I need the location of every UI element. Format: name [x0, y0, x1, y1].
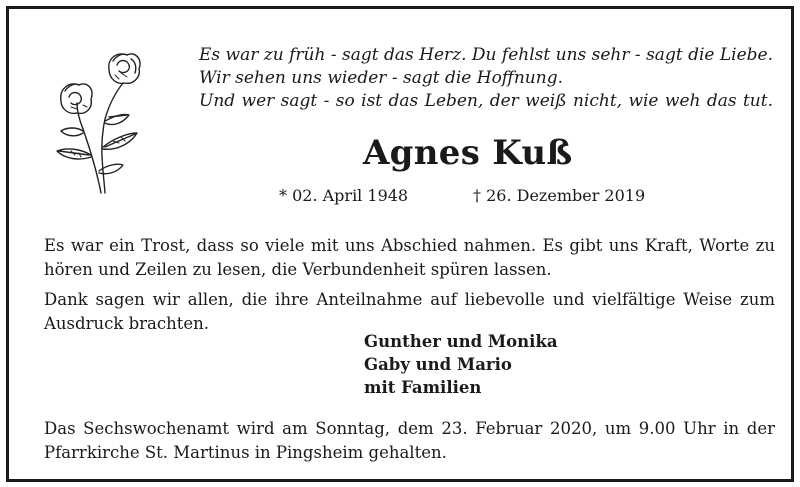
birth-date: * 02. April 1948 — [279, 186, 409, 205]
poem-line-2: Wir sehen uns wieder - sagt die Hoffnung. — [199, 68, 563, 88]
service-line-2: Pfarrkirche St. Martinus in Pingsheim gehalten. — [44, 443, 447, 462]
obituary-notice — [6, 6, 794, 482]
poem-line-1: Es war zu früh - sagt das Herz. Du fehlst uns sehr - sagt die Liebe. — [199, 45, 773, 65]
signer-line: mit Familien — [364, 378, 482, 397]
signer-line: Gunther und Monika — [364, 332, 558, 351]
thanks-p1-line-2: hören und Zeilen zu lesen, die Verbundenheit spüren lassen. — [44, 260, 552, 279]
thanks-p2-line-1: Dank sagen wir allen, die ihre Anteilnahme auf liebevolle und vielfältige Weise zum — [44, 290, 775, 309]
signer-line: Gaby und Mario — [364, 355, 512, 374]
deceased-name: Agnes Kuß — [363, 133, 573, 173]
death-date: † 26. Dezember 2019 — [473, 186, 646, 205]
thanks-paragraph-1 — [44, 234, 775, 282]
thanks-paragraph-2 — [44, 288, 775, 336]
rose-illustration-icon — [47, 47, 143, 197]
signers-block — [364, 330, 558, 399]
service-line-1: Das Sechswochenamt wird am Sonntag, dem 23. Februar 2020, um 9.00 Uhr in der — [44, 419, 775, 438]
service-announcement — [44, 417, 775, 465]
thanks-p1-line-1: Es war ein Trost, dass so viele mit uns Abschied nahmen. Es gibt uns Kraft, Worte zu — [44, 236, 775, 255]
memorial-poem — [199, 44, 773, 113]
thanks-p2-line-2: Ausdruck brachten. — [44, 314, 209, 333]
poem-line-3: Und wer sagt - so ist das Leben, der weiß nicht, wie weh das tut. — [199, 91, 773, 111]
